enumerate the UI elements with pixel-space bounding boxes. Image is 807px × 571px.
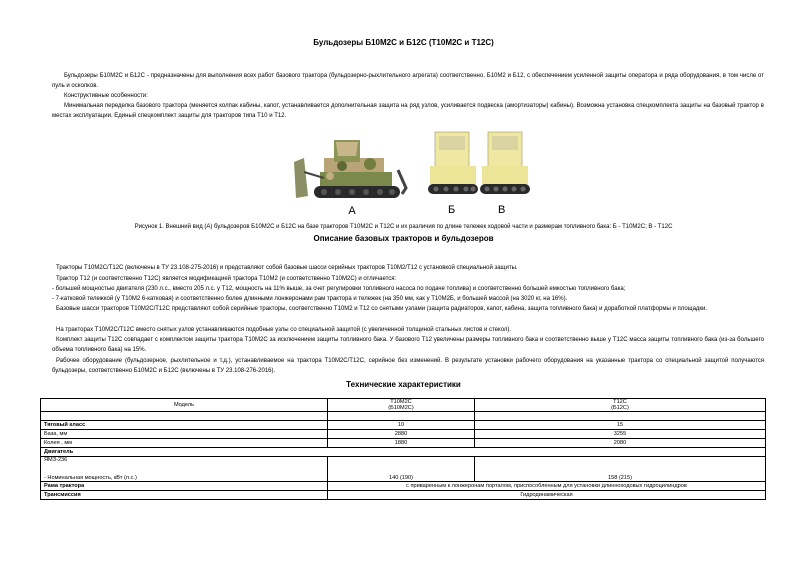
power-t10: 140 (190) [328, 457, 475, 482]
figure-label-b-text: Б [448, 204, 456, 216]
base-label: База, мм [41, 430, 328, 439]
description-paragraph-2: Трактор Т12 (и соответственно Т12С) является модификацией трактора Т10М2 (и соответственно Т10М2С) и отличается: [56, 276, 397, 282]
description-paragraph-3: Базовые шасси тракторов Т10М2С/Т12С представляют собой серийные тракторы, соответственно Т10М2 и Т12 со снятыми узлами (защита радиаторов, капот, кабина, защита топливного бака) и доработкой платформы и площадки. [56, 306, 708, 312]
engine-model: ЯМЗ-236 [44, 457, 68, 463]
frame-label: Рама трактора [41, 482, 328, 491]
traction-t12: 15 [475, 421, 766, 430]
header-t12: Т12С (Б12С) [475, 399, 766, 412]
bulldozer-drawing [290, 128, 530, 224]
engine-power-cell [41, 457, 328, 482]
frame-value: с приваренным к лонжеронам порталом, приспособленным для установки длинноходовых гидроцилиндров [328, 482, 766, 491]
description-item-1: - большей мощностью двигателя (230 л.с., вместо 205 л.с. у Т12, мощность на 11% выше, за счет регулировки топливного насоса по подаче топлива) и соответственно большей емкостью топливного бака; [52, 286, 626, 292]
intro-features-heading: Конструктивные особенности: [64, 93, 148, 99]
table-row [41, 439, 766, 448]
tractor-b-image [428, 132, 478, 194]
specs-title: Технические характеристики [346, 380, 461, 389]
table-row [41, 482, 766, 491]
specs-table [40, 398, 766, 500]
traction-label: Тяговый класс [41, 421, 328, 430]
engine-label: Двигатель [41, 448, 766, 457]
bulldozer-a-image [294, 140, 406, 198]
table-row [41, 430, 766, 439]
description-paragraph-4: На тракторах Т10М2С/Т12С вместо снятых узлов устанавливаются подобные узлы со специальной защитой (с увеличенной толщиной стальных листов и стекол). [56, 327, 512, 333]
base-t10: 2880 [328, 430, 475, 439]
figure-label-a: А [348, 205, 356, 217]
base-t12: 3255 [475, 430, 766, 439]
bulldozer-figure [290, 128, 530, 224]
table-row [41, 448, 766, 457]
description-paragraph-1: Тракторы Т10М2С/Т12С (включены в ТУ 23.108-275-2016) и представляют собой базовые шасси серийных тракторов Т10М2/Т12 с установкой специальной защиты. [56, 265, 518, 271]
table-row [41, 457, 766, 482]
description-paragraph-6: Рабочее оборудование (бульдозерное, рыхлительное и т.д.), устанавливаемое на трактора Т10М2С/Т12С, серийное без изменений. В результате установки рабочего оборудования на указанные трактора со специальной защитой получаются бульдозеры, соответственно Б10М2С и Б12С (включены в ТУ 23.108-276-2016). [52, 358, 764, 374]
description-paragraph-5: Комплект защиты Т12С совпадает с комплектом защиты трактора Т10М2С за исключением защиты топливного бака. У базового Т12 увеличены размеры топливного бака и соответственно выше у Т12С масса защиты топливного бака (из-за большего объема топливного бака) на 15%. [52, 337, 764, 353]
track-t12: 2080 [475, 439, 766, 448]
table-row [41, 412, 766, 421]
power-label: - Номинальная мощность, кВт (л.с.) [44, 475, 137, 481]
figure-caption: Рисунок 1. Внешний вид (А) бульдозеров Б10М2С и Б12С на базе тракторов Т10М2С и Т12С и их различия по длине тележек ходовой части и размерам топливного бака: Б - Т10М2С; В - Т12С [134, 224, 673, 230]
traction-t10: 10 [328, 421, 475, 430]
intro-paragraph-1: Бульдозеры Б10М2С и Б12С - предназначены для выполнения всех работ базового трактора (бульдозерно-рыхлительного агрегата) соответственно, Б10М2 и Б12, с обеспечением усиленной защиты оператора и ряда оборудования, в том числе от пуль и осколков. [52, 73, 764, 89]
section-title: Описание базовых тракторов и бульдозеров [313, 234, 494, 243]
intro-paragraph-2: Минимальная переделка базового трактора (меняется колпак кабины, капот, устанавливается дополнительная защита на ряд узлов, усиливается подвеска (амортизаторы) кабины). Возможна установка спецкомплекта защиты на базовый трактор в местах эксплуатации. Единый спецкомплект защиты для тракторов типа Т10 и Т12. [52, 103, 764, 119]
header-t10: Т10М2С (Б10М2С) [328, 399, 475, 412]
table-row [41, 491, 766, 500]
power-t12: 158 (215) [475, 457, 766, 482]
description-item-2: - 7-катковой тележкой (у Т10М2 6-катковая) и соответственно более длинными лонжеронами рам трактора и тележек (на 350 мм, как у Т10М2Б, и большей массой (на 3020 кг, на 16%). [52, 296, 568, 302]
page-title: Бульдозеры Б10М2С и Б12С (Т10М2С и Т12С) [313, 38, 494, 47]
transmission-label: Трансмиссия [41, 491, 328, 500]
table-row [41, 399, 766, 412]
table-row [41, 421, 766, 430]
tractor-v-image [480, 132, 530, 194]
figure-label-v-text: В [498, 204, 506, 216]
header-model: Модель [41, 399, 328, 412]
track-t10: 1880 [328, 439, 475, 448]
transmission-value: Гидродинамическая [328, 491, 766, 500]
track-label: Колея , мм [41, 439, 328, 448]
